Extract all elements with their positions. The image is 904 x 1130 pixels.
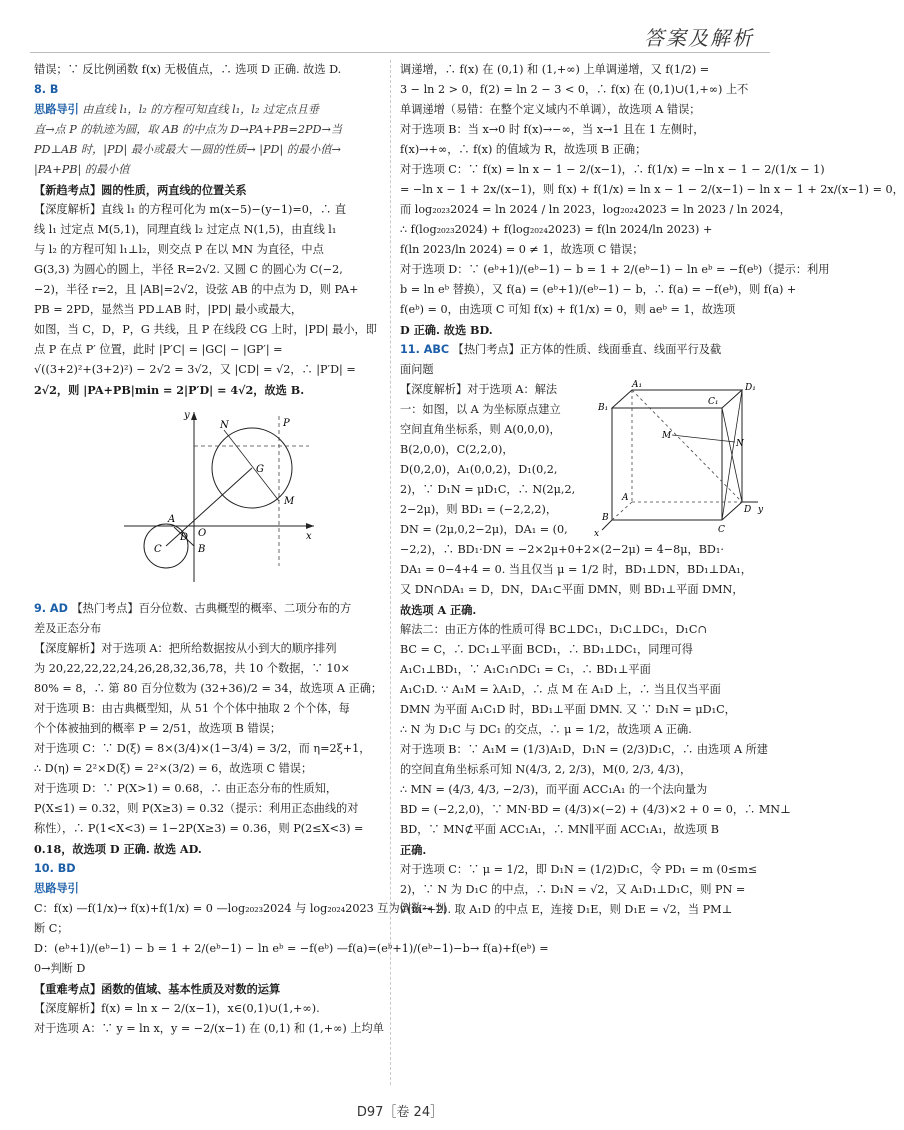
- guide-text: 直→点 P 的轨迹为圆，取 AB 的中点为 D→PA+PB=2PD→当: [34, 123, 343, 136]
- text-line: 【深度解析】f(x) = ln x − 2/(x−1)，x∈(0,1)∪(1,+∞).: [34, 1002, 320, 1015]
- guide-text: 由直线 l₁，l₂ 的方程可知直线 l₁，l₂ 过定点且垂: [82, 103, 319, 116]
- text-line: 解法二：由正方体的性质可得 BC⊥DC₁，D₁C⊥DC₁，D₁C∩: [400, 623, 707, 636]
- text-line: 【新趋考点】圆的性质，两直线的位置关系: [34, 183, 247, 197]
- guide-text: PD⊥AB 时，|PD| 最小或最大 —圆的性质→ |PD| 的最小值→: [34, 143, 341, 156]
- text-line: 【深度解析】对于选项 A：把所给数据按从小到大的顺序排列: [34, 642, 337, 655]
- text-line: 差及正态分布: [34, 622, 102, 635]
- label-C: C: [718, 525, 725, 535]
- text-line: 80% = 8，∴ 第 80 百分位数为 (32+36)/2 = 34，故选项 A 正确；: [34, 682, 383, 695]
- text-line: 【重难考点】函数的值域、基本性质及对数的运算: [34, 982, 281, 996]
- page-header-title: 答案及解析: [644, 26, 754, 50]
- label-N: N: [220, 420, 229, 431]
- label-D: D: [744, 505, 752, 515]
- label-D1: D₁: [745, 383, 756, 393]
- text-line: BD = (−2,2,0)，∵ MN·BD = (4/3)×(−2) + (4/3)×2 + 0 = 0，∴ MN⊥: [400, 803, 791, 816]
- text-line: 【深度解析】对于选项 A：解法: [400, 383, 558, 396]
- label-O: O: [198, 528, 207, 539]
- label-B: B: [198, 544, 206, 555]
- text-line: PB = 2PD，显然当 PD⊥AB 时，|PD| 最小或最大，: [34, 303, 303, 316]
- text-line: BD，∵ MN⊄平面 ACC₁A₁，∴ MN∥平面 ACC₁A₁，故选项 B: [400, 823, 719, 836]
- text-line: 而 log₂₀₂₃2024 = ln 2024 / ln 2023，log₂₀₂₄2023 = ln 2023 / ln 2024，: [400, 203, 791, 216]
- text-line: 正确.: [400, 843, 427, 857]
- text-line: ∴ D(η) = 2²×D(ξ) = 2²×(3/2) = 6，故选项 C 错误；: [34, 762, 313, 775]
- text-line: 调递增，∴ f(x) 在 (0,1) 和 (1,+∞) 上单调递增，又 f(1/2) =: [400, 63, 710, 76]
- text-line: √((3+2)²+(3+2)²) − 2√2 = 3√2，又 |CD| = √2，∴ |P′D| =: [34, 363, 356, 376]
- label-A: A: [622, 493, 629, 503]
- text-line: 如图，当 C，D，P，G 共线，且 P 在线段 CG 上时，|PD| 最小，即: [34, 323, 377, 336]
- text-line: DA₁ = 0−4+4 = 0. 当且仅当 μ = 1/2 时，BD₁⊥DN，BD₁⊥DA₁，: [400, 563, 752, 576]
- text-line: 的空间直角坐标系可知 N(4/3, 2, 2/3)，M(0, 2/3, 4/3)，: [400, 763, 692, 776]
- text-line: D(0,2,0)，A₁(0,0,2)，D₁(0,2,: [400, 463, 558, 476]
- text-line: 2−2μ)，则 BD₁ = (−2,2,2)，: [400, 503, 558, 516]
- label-P: P: [283, 418, 290, 429]
- label-M: M: [662, 431, 672, 441]
- text-line: D 正确. 故选 BD.: [400, 323, 493, 337]
- label-A: A: [168, 514, 176, 525]
- text-line: B(2,0,0)，C(2,2,0)，: [400, 443, 514, 456]
- question-11-answer: 11. ABC: [400, 343, 450, 356]
- text-line: 面问题: [400, 363, 434, 376]
- question-9-answer: 9. AD: [34, 602, 68, 615]
- label-y: y: [758, 505, 764, 515]
- text-line: 与 l₂ 的方程可知 l₁⊥l₂，则交点 P 在以 MN 为直径，中点: [34, 243, 324, 256]
- text-line: −2)，半径 r=2，且 |AB|=2√2，设弦 AB 的中点为 D，则 PA+: [34, 283, 359, 296]
- label-N: N: [736, 439, 744, 449]
- text-line: 称性），∴ P(1<X<3) = 1−2P(X≥3) = 0.36，则 P(2≤X<3) =: [34, 822, 364, 835]
- label-B1: B₁: [598, 403, 609, 413]
- text-line: 对于选项 C：∵ f(x) = ln x − 1 − 2/(x−1)，∴ f(1/x) = −ln x − 1 − 2/(1/x − 1): [400, 163, 825, 176]
- label-x: x: [594, 529, 600, 539]
- text-line: 对于选项 B：当 x→0 时 f(x)→−∞，当 x→1 且在 1 左侧时，: [400, 123, 705, 136]
- label-B: B: [602, 513, 609, 523]
- text-line: 对于选项 A：∵ y = ln x，y = −2/(x−1) 在 (0,1) 和 (1,+∞) 上均单: [34, 1022, 384, 1035]
- text-line: 单调递增（易错：在整个定义域内不单调），故选项 A 错误；: [400, 103, 701, 116]
- text-line: f(eᵇ) = 0，由选项 C 可知 f(x) + f(1/x) = 0，则 aeᵇ = 1，故选项: [400, 303, 736, 316]
- text-line: 为 20,22,22,22,24,26,28,32,36,78，共 10 个数据，∵ 10×: [34, 662, 350, 675]
- header-rule: [30, 52, 770, 53]
- text-line: ∴ N 为 D₁C 与 DC₁ 的交点，∴ μ = 1/2，故选项 A 正确.: [400, 723, 692, 736]
- text-line: 2)，∵ D₁N = μD₁C，∴ N(2μ,2,: [400, 483, 576, 496]
- label-C: C: [154, 544, 162, 555]
- text-line: DN = (2μ,0,2−2μ)，DA₁ = (0,: [400, 523, 568, 536]
- text-line: 断 C；: [34, 922, 69, 935]
- guide-label: 思路导引: [34, 882, 79, 895]
- text-line: 3 − ln 2 > 0，f(2) = ln 2 − 3 < 0，∴ f(x) 在 (0,1)∪(1,+∞) 上不: [400, 83, 749, 96]
- text-line: 线 l₁ 过定点 M(5,1)，同理直线 l₂ 过定点 N(1,5)，由直线 l₁: [34, 223, 337, 236]
- text-line: f(ln 2023/ln 2024) = 0 ≠ 1，故选项 C 错误；: [400, 243, 644, 256]
- text-line: 对于选项 B：由古典概型知，从 51 个个体中抽取 2 个个体，每: [34, 702, 350, 715]
- circle-diagram: [34, 406, 378, 584]
- text-line: 对于选项 C：∵ μ = 1/2，即 D₁N = (1/2)D₁C，令 PD₁ = m (0≤m≤: [400, 863, 758, 876]
- text-line: ∴ f(log₂₀₂₃2024) + f(log₂₀₂₄2023) = f(ln 2024/ln 2023) +: [400, 223, 713, 236]
- text-line: 空间直角坐标系，则 A(0,0,0)，: [400, 423, 561, 436]
- label-D: D: [180, 532, 189, 543]
- text-line: ∴ MN = (4/3, 4/3, −2/3)，而平面 ACC₁A₁ 的一个法向量为: [400, 783, 708, 796]
- text-line: 2√2，则 |PA+PB|min = 2|P′D| = 4√2，故选 B.: [34, 383, 305, 397]
- text-line: 点 P 在点 P′ 位置，此时 |P′C| = |GC| − |GP′| =: [34, 343, 283, 356]
- text-line: f(x)→+∞，∴ f(x) 的值域为 R，故选项 B 正确；: [400, 143, 647, 156]
- text-line: √(m²+2). 取 A₁D 的中点 E，连接 D₁E，则 D₁E = √2，当 PM⊥: [400, 903, 733, 916]
- text-line: 对于选项 D：∵ P(X>1) = 0.68，∴ 由正态分布的性质知，: [34, 782, 338, 795]
- text-line: A₁C₁D. ∵ A₁M = λA₁D，∴ 点 M 在 A₁D 上，∴ 当且仅当平面: [400, 683, 721, 696]
- text-line: 错误；∵ 反比例函数 f(x) 无极值点，∴ 选项 D 正确. 故选 D.: [34, 63, 342, 76]
- label-A1: A₁: [632, 380, 643, 390]
- cube-diagram: [592, 380, 768, 540]
- guide-text: |PA+PB| 的最小值: [34, 163, 130, 176]
- page-footer: D97［卷 24］: [356, 1105, 444, 1120]
- text-line: = −ln x − 1 + 2x/(x−1)，则 f(x) + f(1/x) = ln x − 1 − 2/(x−1) − ln x − 1 + 2x/(x−1) = 0，: [400, 183, 904, 196]
- guide-label: 思路导引: [34, 103, 79, 116]
- text-line: 又 DN∩DA₁ = D，DN，DA₁⊂平面 DMN，则 BD₁⊥平面 DMN，: [400, 583, 744, 596]
- text-line: −2,2)，∴ BD₁·DN = −2×2μ+0+2×(2−2μ) = 4−8μ，BD₁·: [400, 543, 724, 556]
- text-line: 0→判断 D: [34, 962, 86, 975]
- label-G: G: [256, 464, 264, 475]
- text-line: DMN 为平面 A₁C₁D 时，BD₁⊥平面 DMN. 又 ∵ D₁N = μD₁C，: [400, 703, 736, 716]
- text-line: A₁C₁⊥BD₁，∵ A₁C₁∩DC₁ = C₁，∴ BD₁⊥平面: [400, 663, 651, 676]
- label-y: y: [184, 410, 190, 421]
- label-x: x: [306, 531, 312, 542]
- right-column: [400, 60, 904, 1090]
- text-line: 对于选项 B：∵ A₁M = (1/3)A₁D，D₁N = (2/3)D₁C，∴ 由选项 A 所建: [400, 743, 768, 756]
- text-line: 故选项 A 正确.: [400, 603, 477, 617]
- text-line: C：f(x) —f(1/x)→ f(x)+f(1/x) = 0 —log₂₀₂₃2024 与 log₂₀₂₄2023 互为倒数→ 判: [34, 902, 447, 915]
- text-line: BC = C，∴ DC₁⊥平面 BCD₁，∴ BD₁⊥DC₁，同理可得: [400, 643, 693, 656]
- text-line: 【热门考点】百分位数、古典概型的概率、二项分布的方: [71, 602, 352, 615]
- label-C1: C₁: [708, 397, 719, 407]
- text-line: 2)，∵ N 为 D₁C 的中点，∴ D₁N = √2，又 A₁D₁⊥D₁C，则 PN =: [400, 883, 746, 896]
- text-line: b = ln eᵇ 替换），又 f(a) = (eᵇ+1)/(eᵇ−1) − b，∴ f(a) = −f(eᵇ)，则 f(a) +: [400, 283, 797, 296]
- text-line: P(X≤1) = 0.32，则 P(X≥3) = 0.32（提示：利用正态曲线的对: [34, 802, 359, 815]
- text-line: 个个体被抽到的概率 P = 2/51，故选项 B 错误；: [34, 722, 282, 735]
- label-M: M: [284, 496, 295, 507]
- text-line: G(3,3) 为圆心的圆上，半径 R=2√2. 又圆 C 的圆心为 C(−2,: [34, 263, 343, 276]
- text-line: 对于选项 C：∵ D(ξ) = 8×(3/4)×(1−3/4) = 3/2，而 η=2ξ+1，: [34, 742, 371, 755]
- text-line: 【深度解析】直线 l₁ 的方程可化为 m(x−5)−(y−1)=0，∴ 直: [34, 203, 347, 216]
- question-8-answer: 8. B: [34, 83, 59, 96]
- text-line: 0.18，故选项 D 正确. 故选 AD.: [34, 842, 202, 856]
- text-line: D：(eᵇ+1)/(eᵇ−1) − b = 1 + 2/(eᵇ−1) − ln eᵇ = −f(eᵇ) —f(a)=(eᵇ+1)/(eᵇ−1)−b→ f(a)+f(eᵇ) =: [34, 942, 549, 955]
- text-line: 【热门考点】正方体的性质、线面垂直、线面平行及截: [452, 343, 722, 356]
- text-line: 一：如图，以 A 为坐标原点建立: [400, 403, 561, 416]
- column-divider: [390, 60, 391, 1085]
- question-10-answer: 10. BD: [34, 862, 76, 875]
- text-line: 对于选项 D：∵ (eᵇ+1)/(eᵇ−1) − b = 1 + 2/(eᵇ−1) − ln eᵇ = −f(eᵇ)（提示：利用: [400, 263, 830, 276]
